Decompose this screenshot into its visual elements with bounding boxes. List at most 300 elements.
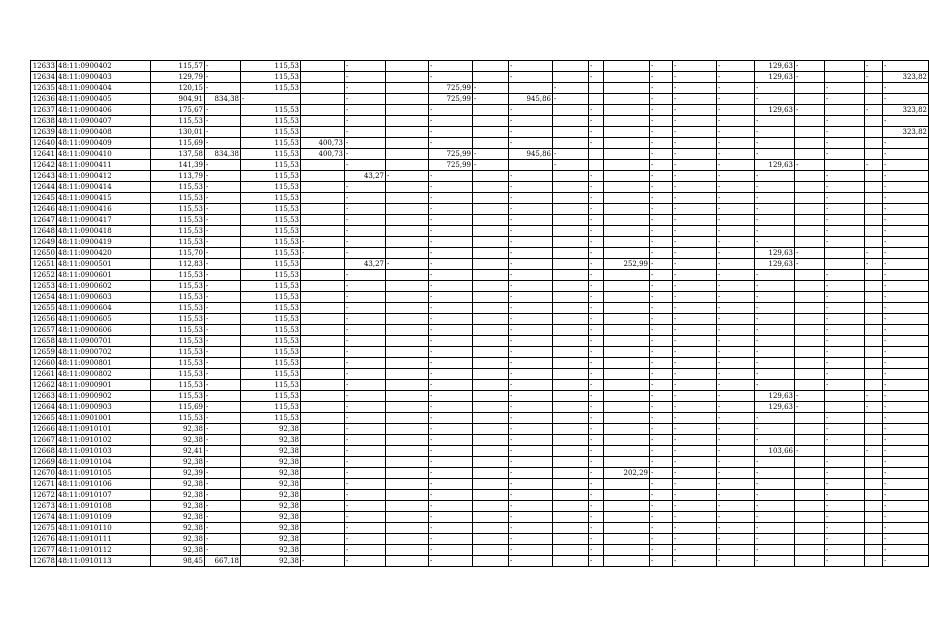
value-cell: - — [589, 248, 604, 259]
value-cell: - — [825, 83, 865, 94]
row-number-cell: 12637 — [31, 105, 57, 116]
value-cell: - — [205, 380, 241, 391]
value-cell: - — [825, 281, 865, 292]
value-cell: - — [345, 523, 386, 534]
value-cell — [473, 380, 509, 391]
value-cell — [553, 171, 589, 182]
value-cell: - — [717, 325, 755, 336]
value-cell: - — [883, 248, 929, 259]
value-cell: - — [673, 215, 717, 226]
value-cell: - — [865, 248, 883, 259]
value-cell: 400,73 — [301, 149, 345, 160]
value-cell — [795, 512, 825, 523]
cadastral-number-cell: 48:11:0900402 — [57, 61, 151, 72]
value-cell: - — [345, 182, 386, 193]
value-cell: - — [825, 501, 865, 512]
value-cell: - — [673, 248, 717, 259]
value-cell — [865, 270, 883, 281]
cadastral-number-cell: 48:11:0910103 — [57, 446, 151, 457]
value-cell: - — [509, 413, 553, 424]
value-cell: - — [429, 380, 473, 391]
value-cell: 115,53 — [241, 391, 301, 402]
value-cell: - — [205, 193, 241, 204]
value-cell — [865, 413, 883, 424]
value-cell: - — [509, 171, 553, 182]
value-cell: - — [509, 446, 553, 457]
row-number-cell: 12636 — [31, 94, 57, 105]
value-cell: - — [673, 534, 717, 545]
value-cell: 115,53 — [151, 369, 205, 380]
value-cell: - — [589, 446, 604, 457]
value-cell: - — [589, 281, 604, 292]
value-cell: - — [345, 72, 386, 83]
value-cell: - — [650, 369, 673, 380]
value-cell — [386, 468, 429, 479]
value-cell: - — [865, 402, 883, 413]
value-cell: - — [717, 512, 755, 523]
value-cell — [553, 336, 589, 347]
value-cell: - — [205, 281, 241, 292]
value-cell: - — [205, 435, 241, 446]
spreadsheet — [30, 60, 929, 567]
value-cell: - — [673, 424, 717, 435]
table-row — [31, 479, 929, 490]
value-cell: 115,53 — [241, 402, 301, 413]
value-cell — [553, 127, 589, 138]
value-cell: - — [755, 545, 795, 556]
cadastral-number-cell: 48:11:0900501 — [57, 259, 151, 270]
value-cell: - — [673, 105, 717, 116]
value-cell: - — [345, 303, 386, 314]
value-cell: - — [589, 193, 604, 204]
value-cell: - — [673, 314, 717, 325]
row-number-cell: 12646 — [31, 204, 57, 215]
value-cell: - — [509, 226, 553, 237]
value-cell: - — [673, 127, 717, 138]
value-cell — [301, 534, 345, 545]
value-cell: 115,53 — [151, 292, 205, 303]
value-cell: - — [717, 105, 755, 116]
value-cell: 115,53 — [241, 215, 301, 226]
value-cell: - — [386, 259, 429, 270]
row-number-cell: 12671 — [31, 479, 57, 490]
value-cell — [301, 358, 345, 369]
value-cell: 115,53 — [151, 336, 205, 347]
value-cell: - — [673, 303, 717, 314]
value-cell — [553, 413, 589, 424]
value-cell: - — [429, 325, 473, 336]
value-cell: - — [825, 204, 865, 215]
value-cell: - — [825, 512, 865, 523]
value-cell — [553, 490, 589, 501]
value-cell — [604, 435, 650, 446]
value-cell: - — [429, 138, 473, 149]
value-cell: - — [345, 314, 386, 325]
value-cell: 115,53 — [151, 391, 205, 402]
value-cell: - — [755, 149, 795, 160]
value-cell — [301, 204, 345, 215]
value-cell — [553, 270, 589, 281]
value-cell — [865, 523, 883, 534]
value-cell: 43,27 — [345, 259, 386, 270]
value-cell — [604, 72, 650, 83]
value-cell: - — [345, 248, 386, 259]
value-cell: - — [553, 83, 589, 94]
value-cell: 115,53 — [241, 116, 301, 127]
value-cell: - — [755, 215, 795, 226]
cadastral-number-cell: 48:11:0900606 — [57, 325, 151, 336]
value-cell: - — [673, 72, 717, 83]
table-row — [31, 292, 929, 303]
value-cell: - — [717, 149, 755, 160]
value-cell: - — [650, 435, 673, 446]
value-cell — [473, 193, 509, 204]
value-cell — [301, 325, 345, 336]
value-cell: - — [717, 457, 755, 468]
value-cell: 130,01 — [151, 127, 205, 138]
value-cell — [386, 193, 429, 204]
table-row — [31, 127, 929, 138]
value-cell: - — [717, 138, 755, 149]
row-number-cell: 12645 — [31, 193, 57, 204]
value-cell: 92,38 — [151, 424, 205, 435]
table-row — [31, 83, 929, 94]
value-cell — [795, 501, 825, 512]
value-cell: - — [429, 556, 473, 567]
value-cell: - — [650, 446, 673, 457]
value-cell: - — [345, 138, 386, 149]
cadastral-number-cell: 48:11:0900603 — [57, 292, 151, 303]
value-cell: 129,63 — [755, 259, 795, 270]
value-cell: - — [473, 149, 509, 160]
row-number-cell: 12655 — [31, 303, 57, 314]
value-cell: 129,63 — [755, 248, 795, 259]
value-cell: - — [345, 149, 386, 160]
value-cell: - — [717, 468, 755, 479]
value-cell: - — [795, 446, 825, 457]
value-cell: - — [825, 479, 865, 490]
value-cell: - — [717, 72, 755, 83]
value-cell: - — [673, 259, 717, 270]
value-cell: - — [795, 61, 825, 72]
value-cell: - — [883, 446, 929, 457]
value-cell: 115,57 — [151, 61, 205, 72]
value-cell — [553, 314, 589, 325]
table-row — [31, 556, 929, 567]
value-cell: - — [883, 534, 929, 545]
value-cell: - — [755, 501, 795, 512]
value-cell: - — [825, 413, 865, 424]
value-cell: 92,38 — [241, 556, 301, 567]
value-cell — [301, 105, 345, 116]
value-cell: - — [589, 270, 604, 281]
value-cell — [301, 391, 345, 402]
value-cell: - — [509, 512, 553, 523]
value-cell: - — [205, 226, 241, 237]
value-cell: - — [345, 281, 386, 292]
value-cell: - — [205, 424, 241, 435]
value-cell: - — [589, 391, 604, 402]
table-row — [31, 534, 929, 545]
value-cell — [386, 248, 429, 259]
value-cell — [386, 523, 429, 534]
value-cell — [865, 545, 883, 556]
value-cell: - — [345, 325, 386, 336]
value-cell: - — [883, 402, 929, 413]
cadastral-number-cell: 48:11:0900414 — [57, 182, 151, 193]
value-cell: - — [865, 61, 883, 72]
value-cell: - — [509, 127, 553, 138]
value-cell: - — [883, 160, 929, 171]
value-cell: 115,53 — [151, 314, 205, 325]
value-cell — [604, 446, 650, 457]
value-cell: - — [883, 237, 929, 248]
value-cell: - — [509, 72, 553, 83]
value-cell — [301, 83, 345, 94]
table-row — [31, 160, 929, 171]
value-cell: - — [755, 369, 795, 380]
value-cell — [604, 358, 650, 369]
value-cell — [604, 160, 650, 171]
value-cell — [865, 358, 883, 369]
value-cell: - — [755, 270, 795, 281]
value-cell: - — [509, 457, 553, 468]
value-cell — [795, 413, 825, 424]
value-cell — [553, 479, 589, 490]
value-cell: - — [589, 468, 604, 479]
value-cell: - — [883, 182, 929, 193]
value-cell: 115,53 — [151, 325, 205, 336]
value-cell — [865, 325, 883, 336]
value-cell — [473, 435, 509, 446]
value-cell — [473, 237, 509, 248]
value-cell: - — [650, 72, 673, 83]
value-cell: 115,53 — [151, 380, 205, 391]
value-cell: 92,38 — [151, 457, 205, 468]
value-cell: - — [429, 127, 473, 138]
value-cell: - — [589, 413, 604, 424]
value-cell: - — [825, 138, 865, 149]
value-cell — [301, 380, 345, 391]
value-cell: - — [755, 193, 795, 204]
table-row — [31, 325, 929, 336]
value-cell — [604, 391, 650, 402]
value-cell: - — [429, 116, 473, 127]
value-cell: - — [795, 160, 825, 171]
value-cell — [386, 61, 429, 72]
value-cell: 115,53 — [151, 237, 205, 248]
value-cell: - — [589, 303, 604, 314]
value-cell: 834,38 — [205, 94, 241, 105]
value-cell: - — [825, 336, 865, 347]
value-cell: - — [509, 391, 553, 402]
value-cell — [865, 237, 883, 248]
row-number-cell: 12644 — [31, 182, 57, 193]
value-cell: - — [717, 534, 755, 545]
value-cell — [825, 259, 865, 270]
value-cell — [473, 490, 509, 501]
value-cell: - — [673, 369, 717, 380]
table-row — [31, 347, 929, 358]
value-cell: - — [650, 116, 673, 127]
value-cell: - — [205, 61, 241, 72]
value-cell: - — [650, 182, 673, 193]
cadastral-number-cell: 48:11:0900901 — [57, 380, 151, 391]
value-cell — [825, 402, 865, 413]
value-cell: - — [673, 83, 717, 94]
value-cell: - — [205, 534, 241, 545]
row-number-cell: 12652 — [31, 270, 57, 281]
value-cell — [553, 303, 589, 314]
value-cell: - — [825, 171, 865, 182]
value-cell: - — [589, 402, 604, 413]
value-cell — [865, 193, 883, 204]
value-cell — [386, 138, 429, 149]
value-cell — [553, 446, 589, 457]
value-cell: - — [673, 457, 717, 468]
value-cell: - — [825, 292, 865, 303]
row-number-cell: 12659 — [31, 347, 57, 358]
value-cell — [473, 369, 509, 380]
value-cell: - — [650, 512, 673, 523]
value-cell: 115,53 — [241, 171, 301, 182]
value-cell: - — [429, 72, 473, 83]
value-cell: 112,83 — [151, 259, 205, 270]
value-cell: - — [345, 193, 386, 204]
value-cell: 92,38 — [151, 534, 205, 545]
value-cell: 92,38 — [241, 490, 301, 501]
value-cell: - — [429, 424, 473, 435]
value-cell: - — [883, 523, 929, 534]
value-cell: - — [673, 292, 717, 303]
value-cell: - — [673, 270, 717, 281]
value-cell — [604, 204, 650, 215]
value-cell — [301, 369, 345, 380]
value-cell: 115,53 — [151, 226, 205, 237]
value-cell: - — [650, 358, 673, 369]
value-cell: - — [650, 325, 673, 336]
value-cell: - — [883, 358, 929, 369]
value-cell — [386, 292, 429, 303]
value-cell: - — [825, 435, 865, 446]
value-cell — [386, 512, 429, 523]
row-number-cell: 12649 — [31, 237, 57, 248]
row-number-cell: 12660 — [31, 358, 57, 369]
value-cell — [301, 347, 345, 358]
value-cell: 92,38 — [241, 534, 301, 545]
value-cell: 945,86 — [509, 149, 553, 160]
value-cell — [553, 259, 589, 270]
value-cell — [473, 171, 509, 182]
value-cell: - — [205, 391, 241, 402]
value-cell — [604, 182, 650, 193]
value-cell: - — [345, 116, 386, 127]
value-cell: - — [825, 314, 865, 325]
value-cell — [604, 270, 650, 281]
value-cell — [301, 226, 345, 237]
value-cell: - — [673, 61, 717, 72]
value-cell: - — [589, 380, 604, 391]
value-cell: - — [589, 171, 604, 182]
row-number-cell: 12641 — [31, 149, 57, 160]
value-cell: - — [509, 138, 553, 149]
value-cell: - — [717, 259, 755, 270]
table-row — [31, 435, 929, 446]
value-cell — [795, 380, 825, 391]
value-cell: - — [429, 347, 473, 358]
value-cell: - — [650, 226, 673, 237]
value-cell: - — [755, 204, 795, 215]
table-row — [31, 215, 929, 226]
value-cell — [553, 325, 589, 336]
value-cell: - — [795, 248, 825, 259]
value-cell: - — [473, 94, 509, 105]
value-cell — [795, 545, 825, 556]
value-cell: 115,53 — [241, 358, 301, 369]
value-cell — [473, 325, 509, 336]
value-cell: 115,53 — [241, 226, 301, 237]
value-cell — [795, 138, 825, 149]
value-cell: - — [755, 138, 795, 149]
value-cell: - — [205, 457, 241, 468]
value-cell: - — [429, 182, 473, 193]
value-cell: - — [473, 83, 509, 94]
value-cell: - — [345, 402, 386, 413]
value-cell: - — [345, 545, 386, 556]
value-cell — [865, 479, 883, 490]
value-cell — [386, 391, 429, 402]
value-cell — [589, 83, 604, 94]
table-row — [31, 138, 929, 149]
value-cell: - — [650, 501, 673, 512]
value-cell: - — [345, 204, 386, 215]
value-cell — [865, 215, 883, 226]
value-cell — [553, 534, 589, 545]
value-cell: - — [865, 391, 883, 402]
cadastral-number-cell: 48:11:0900604 — [57, 303, 151, 314]
value-cell — [386, 545, 429, 556]
value-cell: - — [883, 424, 929, 435]
value-cell — [301, 292, 345, 303]
value-cell: - — [205, 270, 241, 281]
table-row — [31, 369, 929, 380]
row-number-cell: 12665 — [31, 413, 57, 424]
value-cell: - — [429, 501, 473, 512]
value-cell: 115,53 — [151, 347, 205, 358]
value-cell: - — [825, 127, 865, 138]
value-cell: - — [755, 83, 795, 94]
value-cell — [553, 105, 589, 116]
value-cell: - — [717, 314, 755, 325]
value-cell: - — [429, 171, 473, 182]
value-cell: - — [673, 182, 717, 193]
value-cell: - — [717, 193, 755, 204]
value-cell — [553, 358, 589, 369]
value-cell: - — [429, 402, 473, 413]
value-cell — [865, 94, 883, 105]
value-cell: - — [717, 226, 755, 237]
value-cell: - — [650, 413, 673, 424]
value-cell: - — [509, 369, 553, 380]
row-number-cell: 12654 — [31, 292, 57, 303]
value-cell: - — [650, 237, 673, 248]
value-cell — [865, 226, 883, 237]
value-cell: - — [825, 149, 865, 160]
value-cell — [865, 468, 883, 479]
value-cell — [553, 116, 589, 127]
cadastral-number-cell: 48:11:0900802 — [57, 369, 151, 380]
value-cell: - — [650, 336, 673, 347]
